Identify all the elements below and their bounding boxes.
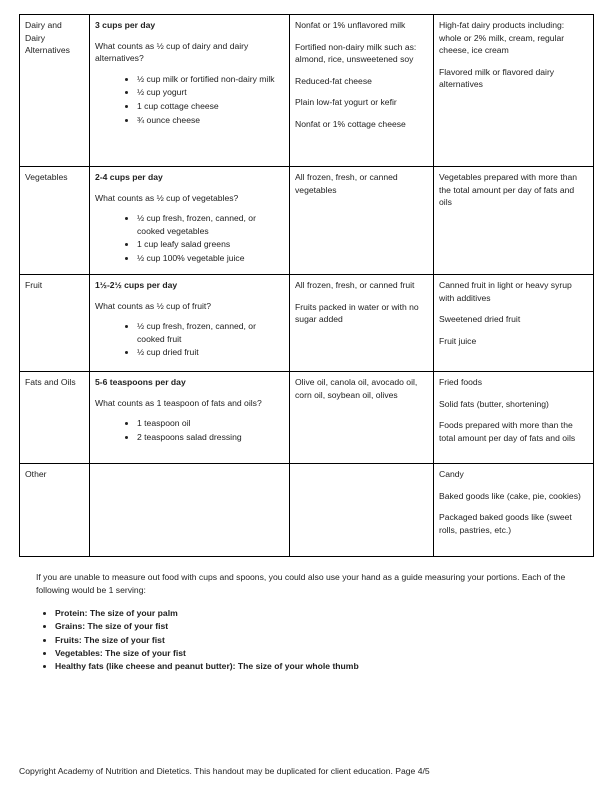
choose-item: All frozen, fresh, or canned vegetables [295,172,398,195]
limit-item: Candy [439,469,464,479]
hand-guide-list [36,607,359,673]
serving-question: What counts as ½ cup of fruit? [95,300,212,311]
serving-list [95,320,284,359]
limit-item: Canned fruit in light or heavy syrup with additives [439,280,572,303]
daily-amount: 5-6 teaspoons per day [95,377,186,387]
copyright-footer: Copyright Academy of Nutrition and Dietetics. This handout may be duplicated for client education. Page 4/5 [19,766,430,776]
limit-item: Foods prepared with more than the total amount per day of fats and oils [439,420,576,443]
daily-amount: 1½-2½ cups per day [95,280,178,290]
table-row [20,372,594,464]
food-group-label: Fruit [25,280,43,290]
choose-item: All frozen, fresh, or canned fruit [295,280,415,290]
limit-item: Fruit juice [439,335,477,346]
table-row [20,275,594,372]
choose-item: Olive oil, canola oil, avocado oil, corn oil, soybean oil, olives [295,377,418,400]
limit-item: Flavored milk or flavored dairy alternatives [439,66,555,90]
list-item: • 2 teaspoons salad dressing [137,431,284,444]
food-group-label: Fats and Oils [25,377,76,387]
food-group-cell [20,372,90,464]
serving-list [95,212,284,264]
list-item: • Grains: The size of your fist [55,620,359,633]
choose-item: Nonfat or 1% cottage cheese [295,118,406,129]
list-item: • ½ cup fresh, frozen, canned, or cooked fruit [137,320,284,345]
list-item: • ½ cup yogurt [137,86,284,99]
choose-cell [290,464,434,557]
choose-cell [290,275,434,372]
choose-cell [290,372,434,464]
serving-question: What counts as 1 teaspoon of fats and oils? [95,397,262,408]
food-group-label: Vegetables [25,172,68,182]
hand-guide-intro: If you are unable to measure out food with cups and spoons, you could also use your hand as a guide measuring your portions. Each of the following would be 1 serving: [36,572,566,595]
choose-item: Nonfat or 1% unflavored milk [295,20,406,30]
serving-list [95,417,284,443]
choose-cell [290,167,434,275]
limit-item: High-fat dairy products including: whole or 2% milk, cream, regular cheese, ice cream [439,20,565,56]
list-item: • 1 cup cottage cheese [137,100,284,113]
food-group-cell [20,167,90,275]
serving-cell [90,372,290,464]
food-group-cell [20,15,90,167]
daily-amount: 2-4 cups per day [95,172,163,182]
list-item: • ½ cup fresh, frozen, canned, or cooked vegetables [137,212,284,237]
list-item: • ¾ ounce cheese [137,114,284,127]
limit-item: Solid fats (butter, shortening) [439,398,549,409]
table-row [20,167,594,275]
limit-cell [434,275,594,372]
serving-cell [90,167,290,275]
food-group-table [19,14,594,557]
choose-cell [290,15,434,167]
limit-item: Vegetables prepared with more than the total amount per day of fats and oils [439,172,578,208]
limit-cell [434,167,594,275]
food-group-label: Other [25,469,47,479]
list-item: • 1 cup leafy salad greens [137,238,284,251]
food-group-label: Dairy and Dairy Alternatives [25,20,70,56]
table-row [20,15,594,167]
serving-question: What counts as ½ cup of dairy and dairy alternatives? [95,40,249,64]
list-item: • Protein: The size of your palm [55,607,359,620]
choose-item: Fortified non-dairy milk such as: almond, rice, unsweetened soy [295,41,417,65]
list-item: • ½ cup dried fruit [137,346,284,359]
limit-cell [434,372,594,464]
serving-cell [90,464,290,557]
choose-item: Fruits packed in water or with no sugar added [295,301,419,325]
list-item: • ½ cup 100% vegetable juice [137,252,284,265]
serving-list [95,73,284,126]
list-item: • Fruits: The size of your fist [55,634,359,647]
choose-item: Reduced-fat cheese [295,75,372,86]
list-item: • Healthy fats (like cheese and peanut butter): The size of your whole thumb [55,660,359,673]
limit-cell [434,15,594,167]
serving-cell [90,275,290,372]
choose-item: Plain low-fat yogurt or kefir [295,97,397,108]
table-row [20,464,594,557]
serving-question: What counts as ½ cup of vegetables? [95,192,239,203]
limit-item: Sweetened dried fruit [439,314,521,325]
limit-item: Fried foods [439,377,482,387]
food-group-cell [20,275,90,372]
list-item: • Vegetables: The size of your fist [55,647,359,660]
limit-item: Baked goods like (cake, pie, cookies) [439,490,581,501]
serving-cell [90,15,290,167]
list-item: • ½ cup milk or fortified non-dairy milk [137,73,284,86]
limit-item: Packaged baked goods like (sweet rolls, pastries, etc.) [439,512,572,535]
daily-amount: 3 cups per day [95,20,156,30]
limit-cell [434,464,594,557]
food-group-cell [20,464,90,557]
list-item: • 1 teaspoon oil [137,417,284,430]
